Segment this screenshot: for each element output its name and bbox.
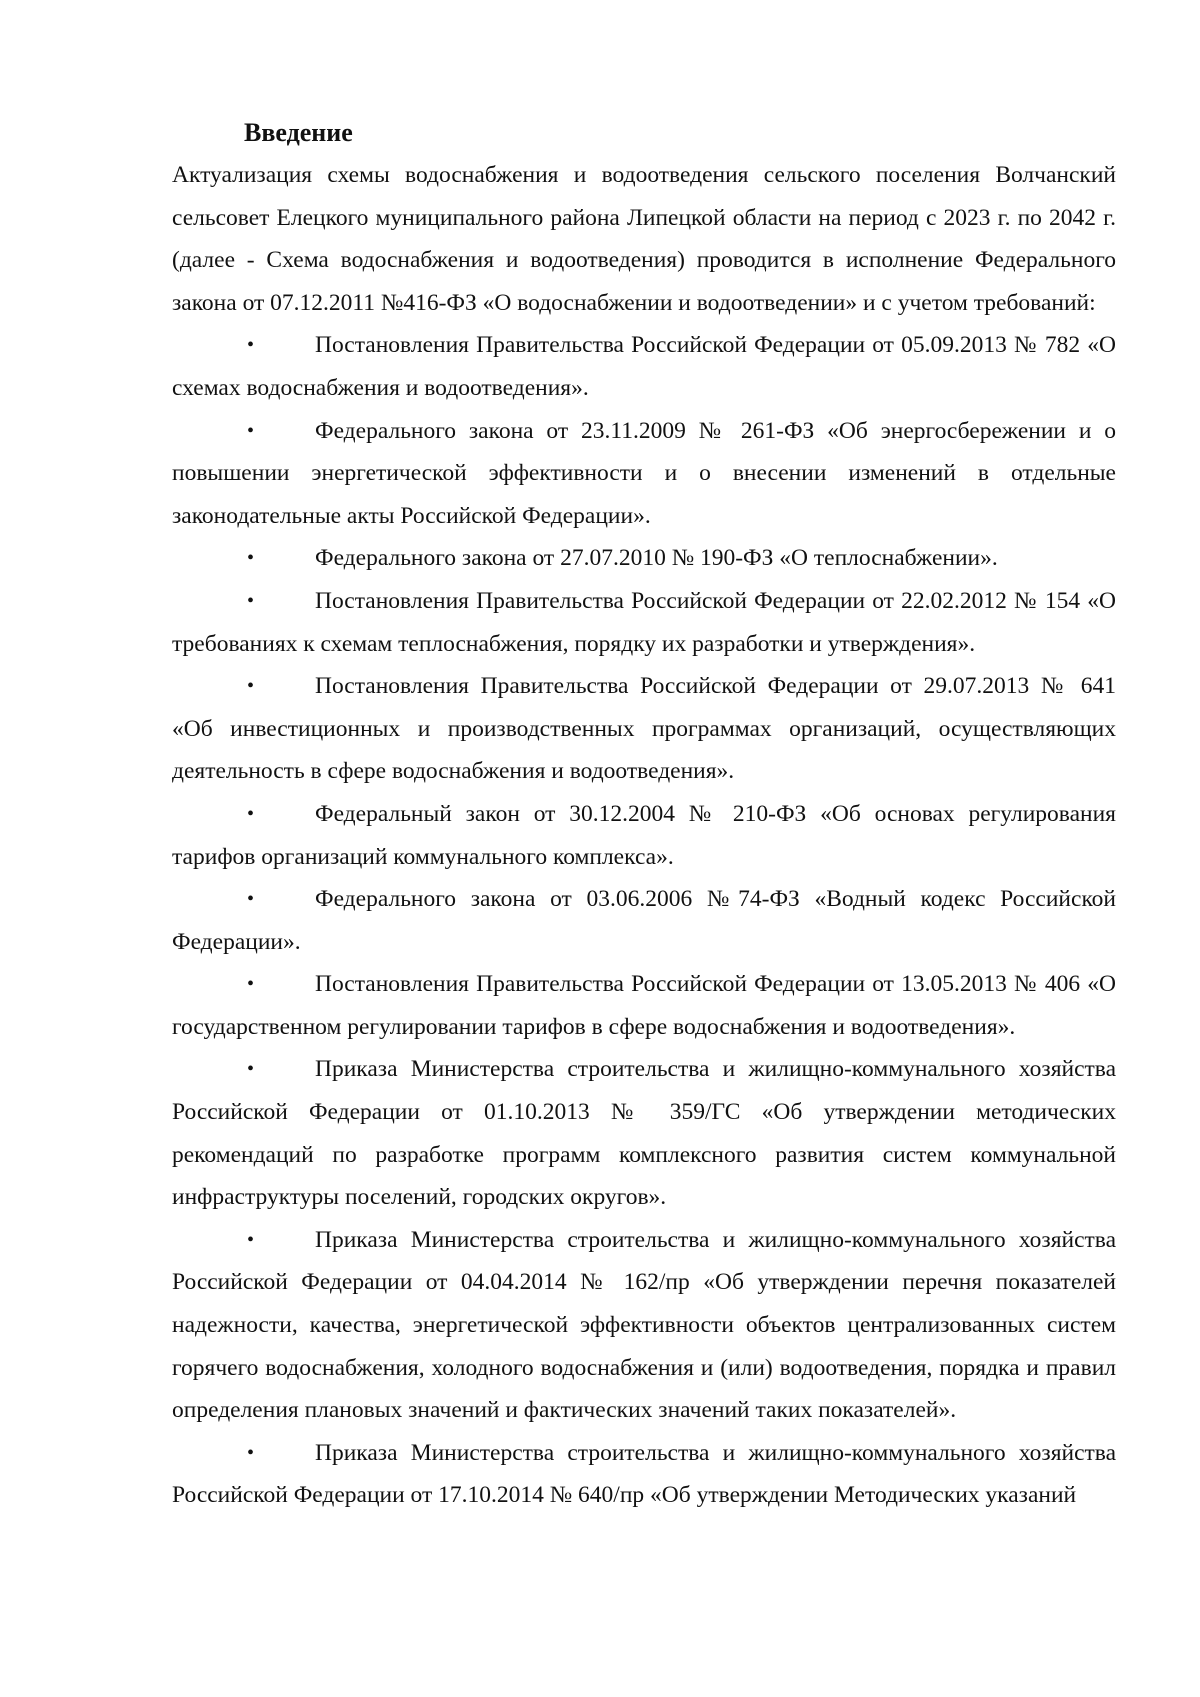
bullet-icon: • — [247, 1441, 255, 1464]
bullet-icon: • — [247, 973, 255, 996]
bullet-icon: • — [247, 1058, 255, 1081]
list-item — [172, 410, 1116, 538]
section-heading: Введение — [244, 118, 353, 147]
list-item — [172, 1219, 1116, 1432]
list-item-text: Постановления Правительства Российской Федерации от 05.09.2013 № 782 «О схемах водоснабжения и водоотведения». — [172, 332, 1116, 401]
list-item-text: Федерального закона от 03.06.2006 №74-ФЗ «Водный кодекс Российской Федерации». — [172, 886, 1116, 955]
list-item — [172, 793, 1116, 878]
bullet-icon: • — [247, 334, 255, 357]
bullet-icon: • — [247, 589, 255, 612]
bullet-icon: • — [247, 547, 255, 570]
list-item — [172, 878, 1116, 963]
list-item-text: Приказа Министерства строительства и жилищно-коммунального хозяйства Российской Федерации от 01.10.2013 № 359/ГС «Об утверждении методических рекомендаций по разработке программ комплексного развития систем коммунальной инфраструктуры поселений, городских округов». — [172, 1056, 1116, 1211]
list-item — [172, 580, 1116, 665]
bullet-icon: • — [247, 419, 255, 442]
list-item-text: Постановления Правительства Российской Федерации от 13.05.2013 № 406 «О государственном регулировании тарифов в сфере водоснабжения и водоотведения». — [172, 971, 1116, 1040]
list-item-text: Федерального закона от 27.07.2010 № 190-ФЗ «О теплоснабжении». — [315, 545, 998, 572]
list-item — [172, 1432, 1116, 1517]
bullet-icon: • — [247, 802, 255, 825]
bullet-icon: • — [247, 675, 255, 698]
list-item — [172, 324, 1116, 409]
list-item-text: Постановления Правительства Российской Федерации от 29.07.2013 № 641 «Об инвестиционных и производственных программах организаций, осуществляющих деятельность в сфере водоснабжения и водоотведения». — [172, 673, 1116, 785]
intro-paragraph: Актуализация схемы водоснабжения и водоотведения сельского поселения Волчанский сельсовет Елецкого муниципального района Липецкой области на период с 2023 г. по 2042 г. (далее - Схема водоснабжения и водоотведения) проводится в исполнение Федерального закона от 07.12.2011 №416-ФЗ «О водоснабжении и водоотведении» и с учетом требований: — [172, 162, 1116, 316]
list-item-text: Федерального закона от 23.11.2009 № 261-ФЗ «Об энергосбережении и о повышении энергетической эффективности и о внесении изменений в отдельные законодательные акты Российской Федерации». — [172, 417, 1116, 529]
list-item — [172, 1048, 1116, 1218]
bullet-icon: • — [247, 888, 255, 911]
document-body — [172, 112, 1116, 1517]
requirements-list — [172, 324, 1116, 1517]
list-item-text: Постановления Правительства Российской Федерации от 22.02.2012 № 154 «О требованиях к схемам теплоснабжения, порядку их разработки и утверждения». — [172, 587, 1116, 657]
list-item — [172, 537, 1116, 580]
list-item-text: Приказа Министерства строительства и жилищно-коммунального хозяйства Российской Федерации от 04.04.2014 № 162/пр «Об утверждении перечня показателей надежности, качества, энергетической эффективности объектов централизованных систем горячего водоснабжения, холодного водоснабжения и (или) водоотведения, порядка и правил определения плановых значений и фактических значений таких показателей». — [172, 1226, 1116, 1424]
list-item — [172, 963, 1116, 1048]
list-item — [172, 665, 1116, 793]
list-item-text: Федеральный закон от 30.12.2004 № 210-ФЗ «Об основах регулирования тарифов организаций коммунального комплекса». — [172, 800, 1116, 870]
bullet-icon: • — [247, 1228, 255, 1251]
list-item-text: Приказа Министерства строительства и жилищно-коммунального хозяйства Российской Федерации от 17.10.2014 № 640/пр «Об утверждении Методических указаний — [172, 1439, 1116, 1509]
